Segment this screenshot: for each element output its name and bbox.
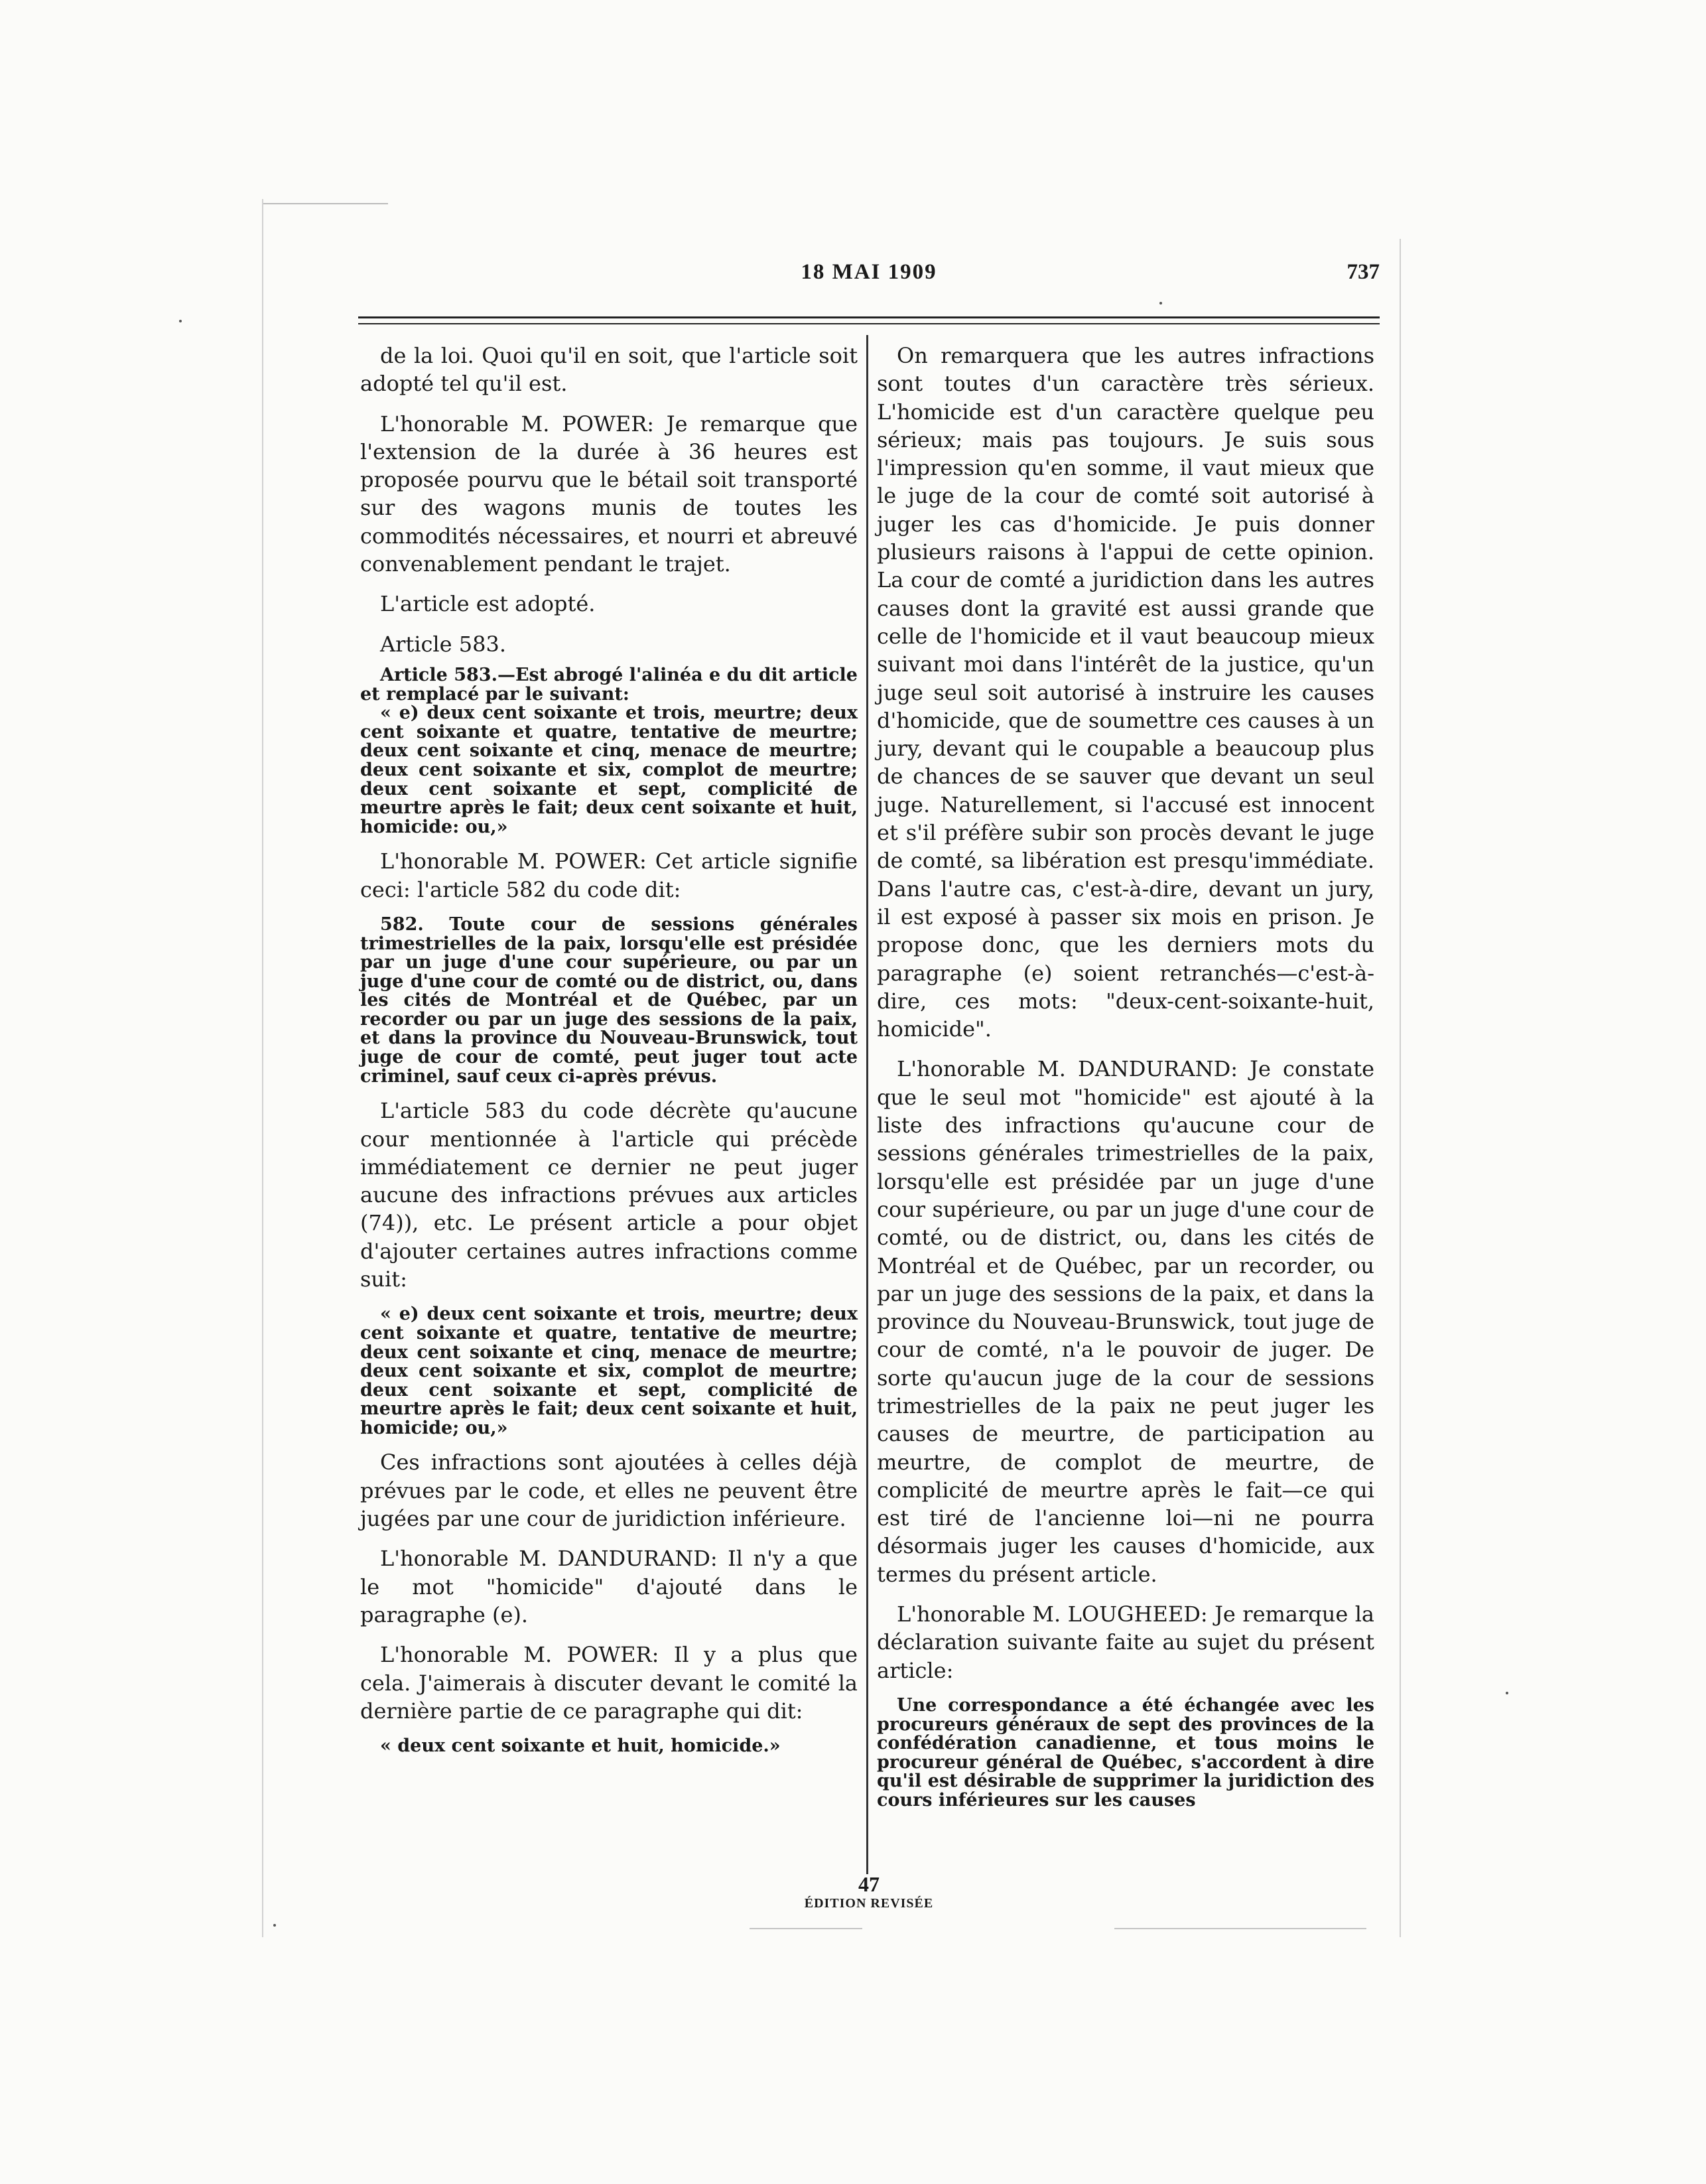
paragraph: On remarquera que les autres infractions sont toutes d'un caractère très sérieux. L'homicide est d'un caractère quelque peu sérieux; mais pas toujours. Je suis sous l'impression qu'en somme, il vaut mieux que le juge de la cour de comté soit autorisé à juger les cas d'homicide. Je puis donner plusieurs raisons à l'appui de cette opinion. La cour de comté a juridiction dans les autres causes dont la gravité est aussi grande que celle de l'homicide et il vaut beaucoup mieux suivant moi dans l'intérêt de la justice, qu'un juge seul soit autorisé à instruire les causes d'homicide, que de soumettre ces causes à un jury, devant qui le coupable a beaucoup plus de chances de se sauver que devant un seul juge. Naturellement, si l'accusé est innocent et s'il préfère subir son procès devant le juge de comté, sa libération est presqu'immédiate. Dans l'autre cas, c'est-à-dire, devant un jury, il est exposé à passer six mois en prison. Je propose donc, que les derniers mots du paragraphe (e) soient retranchés—c'est-à-dire, ces mots: "deux-cent-soixante-huit, homicide".	[877, 343, 1374, 1042]
quoted-text: Une correspondance a été échangée avec les procureurs généraux de sept des provinces de la confédération canadienne, et tous moins le procureur général de Québec, s'accordent à dire qu'il est désirable de supprimer la juridiction des cours inférieures sur les causes	[877, 1694, 1374, 1810]
paragraph: L'honorable M. POWER: Cet article signifie ceci: l'article 582 du code dit:	[360, 849, 858, 902]
page-number: 737	[1346, 260, 1380, 284]
right-column	[877, 342, 1374, 1821]
paragraph: de la loi. Quoi qu'il en soit, que l'article soit adopté tel qu'il est.	[360, 343, 858, 397]
paragraph: L'honorable M. LOUGHEED: Je remarque la déclaration suivante faite au sujet du présent article:	[877, 1602, 1374, 1683]
paragraph: L'honorable M. POWER: Je remarque que l'extension de la durée à 36 heures est proposée pourvu que le bétail soit transporté sur des wagons munis de toutes les commodités nécessaires, et nourri et abreuvé convenablement pendant le trajet.	[360, 411, 858, 577]
quoted-text: 582. Toute cour de sessions générales trimestrielles de la paix, lorsqu'elle est présidée par un juge d'une cour supérieure, ou par un juge d'une cour de comté ou de district, ou, dans les cités de Montréal et de Québec, par un recorder ou par un juge des sessions de la paix, et dans la province du Nouveau-Brunswick, tout juge de cour de comté, peut juger tout acte criminel, sauf ceux ci-après prévus.	[360, 914, 858, 1087]
edition-note: ÉDITION REVISÉE	[804, 1896, 934, 1911]
scan-speck	[1159, 302, 1162, 305]
running-header	[358, 260, 1380, 291]
paragraph: L'article 583 du code décrète qu'aucune cour mentionnée à l'article qui précède immédiatement ce dernier ne peut juger aucune des infractions prévues aux articles (74)), etc. Le présent article a pour objet d'ajouter certaines autres infractions comme suit:	[360, 1098, 858, 1292]
page-edge-right	[1400, 239, 1401, 1937]
page-edge-top	[262, 203, 388, 204]
header-rule-top	[358, 316, 1380, 318]
header-rule-bottom	[358, 323, 1380, 324]
signature-number: 47	[858, 1872, 880, 1896]
page-footer	[730, 1872, 1008, 1911]
quoted-text: Article 583.—Est abrogé l'alinéa e du dit article et remplacé par le suivant:	[360, 664, 858, 705]
scan-speck	[273, 1924, 276, 1927]
paragraph: L'honorable M. POWER: Il y a plus que cela. J'aimerais à discuter devant le comité la dernière partie de ce paragraphe qui dit:	[360, 1642, 858, 1724]
scan-speck	[179, 320, 182, 322]
quoted-text: « e) deux cent soixante et trois, meurtre; deux cent soixante et quatre, tentative de meurtre; deux cent soixante et cinq, menace de meurtre; deux cent soixante et six, complot de meurtre; deux cent soixante et sept, complicité de meurtre après le fait; deux cent soixante et huit, homicide: ou,»	[360, 703, 858, 837]
scan-speck	[1506, 1692, 1508, 1694]
paragraph: L'honorable M. DANDURAND: Il n'y a que le mot "homicide" d'ajouté dans le paragraphe (e).	[360, 1546, 858, 1627]
quoted-text: « e) deux cent soixante et trois, meurtre; deux cent soixante et quatre, tentative de meurtre; deux cent soixante et cinq, menace de meurtre; deux cent soixante et six, complot de meurtre; deux cent soixante et sept, complicité de meurtre après le fait; deux cent soixante et huit, homicide; ou,»	[360, 1304, 858, 1438]
quoted-text: « deux cent soixante et huit, homicide.»	[380, 1736, 781, 1757]
left-column	[360, 342, 858, 1767]
header-date: 18 MAI 1909	[801, 260, 937, 284]
paragraph: Ces infractions sont ajoutées à celles déjà prévues par le code, et elles ne peuvent être jugées par une cour de juridiction inférieure.	[360, 1450, 858, 1532]
column-divider	[866, 335, 868, 1874]
paragraph: L'article est adopté.	[380, 591, 596, 617]
paragraph: Article 583.	[380, 631, 507, 657]
page-edge-bottom-left	[750, 1928, 862, 1929]
page-edge-bottom-right	[1114, 1928, 1366, 1929]
paragraph: L'honorable M. DANDURAND: Je constate que le seul mot "homicide" est ajouté à la liste des infractions qu'aucune cour de sessions générales trimestrielles de la paix, lorsqu'elle est présidée par un juge d'une cour supérieure, ou par un juge d'une cour de comté, ou de district, ou, dans les cités de Montréal et de Québec, par un recorder, ou par un juge des sessions de la paix, et dans la province du Nouveau-Brunswick, tout juge de cour de comté, n'a le pouvoir de juger. De sorte qu'aucun juge de la cour de sessions trimestrielles de la paix ne peut juger les causes de meurtre, de participation au meurtre, de complot de meurtre, de complicité de meurtre après le fait—ce qui est tiré de l'ancienne loi—ni ne pourra désormais juger les causes d'homicide, aux termes du présent article.	[877, 1056, 1374, 1587]
page-edge-left	[262, 199, 263, 1937]
